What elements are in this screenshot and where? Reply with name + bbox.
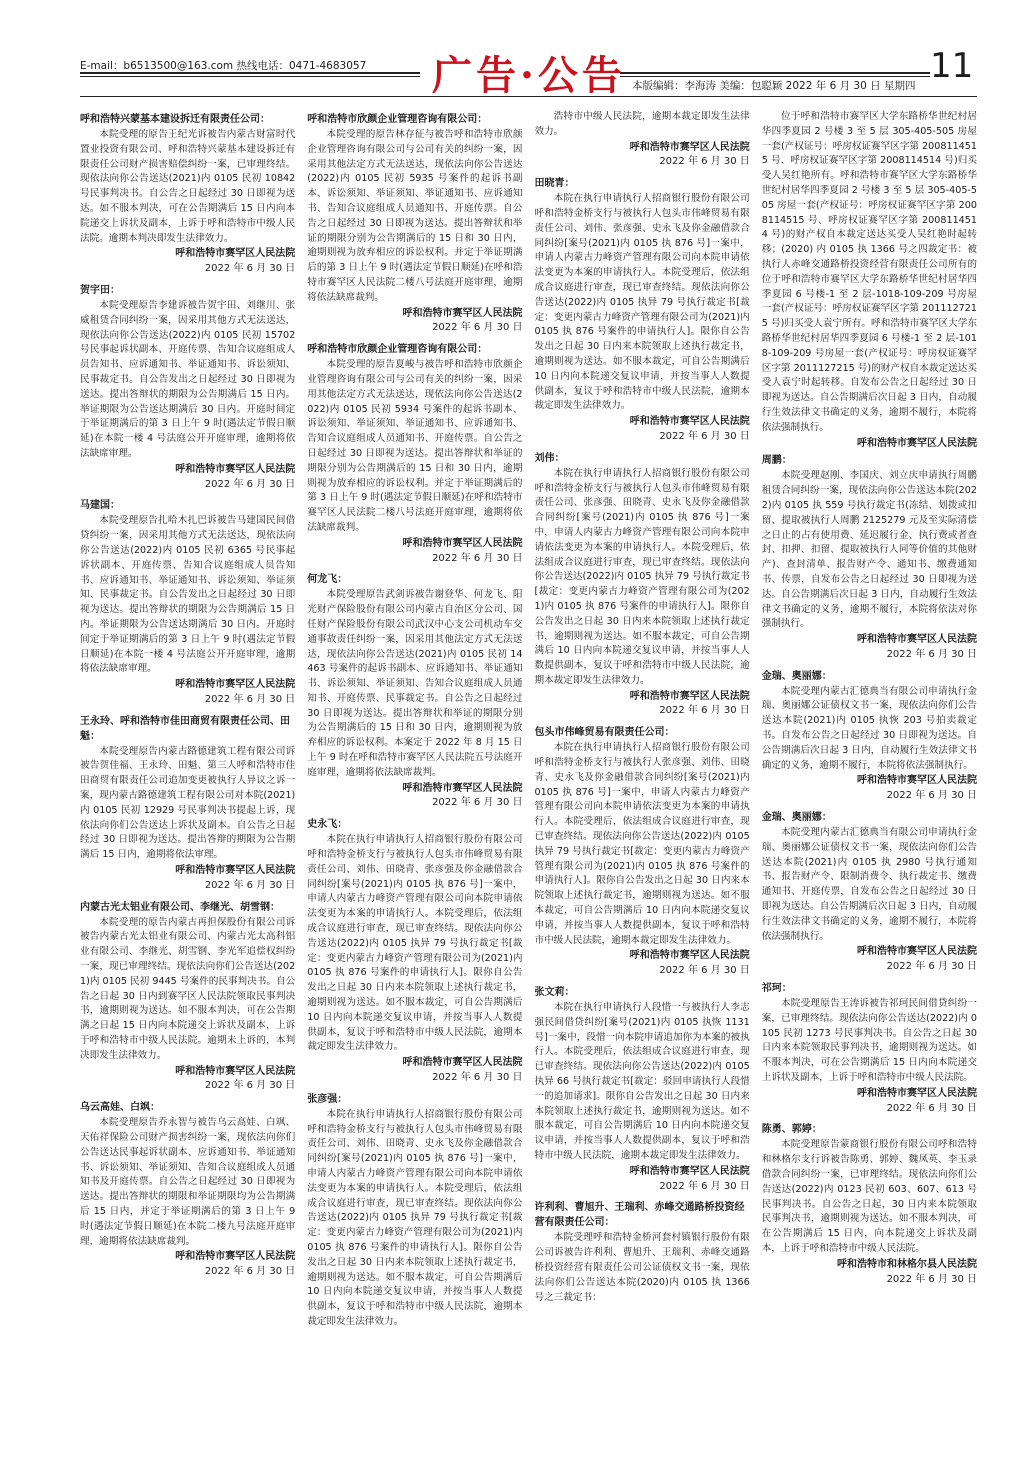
notice-body: 本院在执行申请执行人招商银行股份有限公司呼和浩特金桥支行与被执行人张彦强、刘伟、田晓青、史永飞及你金融借款合同纠纷[案号(2021)内 0105 执 876 号]一案中，申请人内蒙古力峰资产管理有限公司向本院申请依法变更为本案的申请执行人。本院受理后，依法组成合议庭进行审查，现已审查终结。现依法向你公告送达(2022)内 0105 执异 79 号执行裁定书[裁定：变更内蒙古力峰资产管理有限公司为(2021)内 0105 执 876 号案件的申请执行人]。限你自公告发出之日起 30 日内来本院领取上述执行裁定书，逾期则视为送达。如不服本裁定，可自公告期满后 10 日内向本院递交复议申请，并按当事人人数提供副本，复议于呼和浩特市中级人民法院，逾期本裁定即发生法律效力。 — [534, 742, 750, 946]
notice-date: 2022 年 6 月 30 日 — [432, 322, 523, 334]
notice-body: 本院受理内蒙古汇德典当有限公司申请执行金瑞、奥丽娜公证债权文书一案，现依法向你们公告送达本院(2021)内 0105 执恢 203 号拍卖裁定书。自发布公告之日起经过 30 日即视为送达。自公告期满后次日起 3 日内，自动履行生效法律文书确定的义务，逾期不履行，本院将依法强制执行。 — [761, 685, 977, 771]
notice-date: 2022 年 6 月 30 日 — [659, 965, 750, 977]
notice-addressee: 内蒙古光太铝业有限公司、李继光、胡雪钢： — [80, 901, 280, 913]
court-notice — [307, 1092, 522, 1330]
column-3 — [535, 110, 750, 1476]
notice-addressee: 金瑞、奥丽娜： — [761, 812, 832, 824]
notice-date: 2022 年 6 月 30 日 — [659, 705, 750, 717]
notice-addressee: 金瑞、奥丽娜： — [761, 670, 832, 682]
court-notice — [307, 112, 522, 336]
court-notice — [80, 1100, 295, 1280]
notice-columns — [80, 110, 977, 1476]
notice-body: 本院受理的原告内蒙古再担保股份有限公司诉被告内蒙古光太铝业有限公司、内蒙古光太高科铝业有限公司、李继光、胡雪钢、李光军追偿权纠纷一案，现已审理终结。现依法向你们公告送达(2021)内 0105 民初 9445 号案件的民事判决书。自公告之日起 30 日内到赛罕区人民法院领取民事判决书，逾期则视为送达。如不服本判决，可在公告期满之日起 15 日内向本院递交上诉状及副本，上诉于呼和浩特市中级人民法院。逾期未上诉的，本判决即发生法律效力。 — [80, 916, 296, 1061]
notice-body: 本院受理原告王涛诉被告祁珂民间借贷纠纷一案，已审理终结。现依法向你公告送达(2022)内 0105 民初 1273 号民事判决书。自公告之日起 30 日内来本院领取民事判决书，逾期则视为送达。如不服本判决，可在公告期满后 15 日内向本院递交上诉状及副本，上诉于呼和浩特市中级人民法院。 — [761, 998, 977, 1084]
court-notice — [80, 900, 295, 1095]
section-title: 广告·公告 — [432, 52, 626, 99]
notice-date: 2022 年 6 月 30 日 — [886, 1102, 977, 1114]
notice-court: 呼和浩特市赛罕区人民法院 — [402, 537, 523, 549]
column-1 — [80, 110, 295, 1476]
notice-court: 呼和浩特市赛罕区人民法院 — [175, 248, 296, 260]
notice-date: 2022 年 6 月 30 日 — [204, 693, 296, 705]
masthead — [0, 0, 1024, 100]
notice-court: 呼和浩特市赛罕区人民法院 — [175, 679, 296, 691]
notice-addressee: 张彦强： — [307, 1093, 348, 1105]
court-notice — [535, 1200, 750, 1305]
notice-body: 本院在执行申请执行人招商银行股份有限公司呼和浩特金桥支行与被执行人包头市伟峰贸易有限责任公司、张彦强、田晓青、史永飞及你金融借款合同纠纷[案号(2021)内 0105 执 876 号]一案中，申请人内蒙古力峰资产管理有限公司向本院申请依法变更为本案的申请执行人。本院受理后，依法组成合议庭进行审查，现已审查终结。现依法向你公告送达(2022)内 0105 执异 79 号执行裁定书[裁定：变更内蒙古力峰资产管理有限公司为(2021)内 0105 执 876 号案件的申请执行人]。限你自公告发出之日起 30 日内来本院领取上述执行裁定书，逾期则视为送达。如不服本裁定，可自公告期满后 10 日内向本院递交复议申请，并按当事人人数提供副本，复议于呼和浩特市中级人民法院，逾期本裁定即发生法律效力。 — [534, 467, 750, 686]
notice-body: 本院受理赵刚、李国庆、刘立庆申请执行周鹏租赁合同纠纷一案，现依法向你公告送达本院(2022)内 0105 执 559 号执行裁定书(冻结、划拨或扣留、提取被执行人周鹏 2125279 元及至实际清偿之日止的占有使用费、延迟履行金、执行费或者查封、扣押、扣留、提取被执行人同等价值的其他财产)、查封清单、报告财产令、通知书、缴费通知书、传票，自发布公告之日起经过 30 日即视为送达。自公告期满后次日起 3 日内，自动履行生效法律文书确定的义务，逾期不履行，本院将依法对你强制执行。 — [761, 470, 977, 630]
notice-court: 呼和浩特市和林格尔县人民法院 — [837, 1258, 977, 1270]
editor-line: 本版编辑：李海涛 美编：包聪颖 2022 年 6 月 30 日 星期四 — [632, 80, 916, 92]
notice-court: 呼和浩特市赛罕区人民法院 — [402, 1057, 523, 1069]
notice-body: 本院在执行申请执行人招商银行股份有限公司呼和浩特金桥支行与被执行人包头市伟峰贸易有限责任公司、刘伟、田晓青、史永飞及你金融借款合同纠纷[案号(2021)内 0105 执 876 号]一案中，申请人内蒙古力峰资产管理有限公司向本院申请依法变更为本案的申请执行人。本院受理后，依法组成合议庭进行审查，现已审查终结。现依法向你公告送达(2022)内 0105 执异 79 号执行裁定书[裁定：变更内蒙古力峰资产管理有限公司为(2021)内 0105 执 876 号案件的申请执行人]。限你自公告发出之日起 30 日内来本院领取上述执行裁定书，逾期则视为送达。如不服本裁定，可自公告期满后 10 日内向本院递交复议申请，并按当事人人数提供副本，复议于呼和浩特市中级人民法院，逾期本裁定即发生法律效力。 — [307, 1108, 523, 1327]
notice-addressee: 刘伟： — [534, 452, 565, 464]
column-4 — [762, 110, 977, 1476]
notice-date: 2022 年 6 月 30 日 — [204, 1266, 296, 1278]
notice-court: 呼和浩特市赛罕区人民法院 — [857, 775, 977, 787]
notice-date: 2022 年 6 月 30 日 — [659, 430, 750, 442]
court-notice — [307, 342, 522, 566]
notice-date: 2022 年 6 月 30 日 — [432, 797, 523, 809]
court-notice — [762, 810, 977, 975]
notice-court: 呼和浩特市赛罕区人民法院 — [629, 416, 750, 428]
notice-body: 本院受理原告扎哈木扎巴诉被告马建国民间借贷纠纷一案，因采用其他方式无法送达，现依法向你公告送达(2022)内 0105 民初 6365 号民事起诉状副本、开庭传票、告知合议庭组成人员告知书、应诉通知书、举证通知书、诉讼须知、举证须知、民事裁定书。自公告发出之日起经过 30 日即视为送达。提出答辩状的期限为公告期满后 15 日内。举证期限为公告送达期满后 30 日内。开庭时间定于举证期满后的第 3 日上午 9 时(遇法定节假日顺延)在本院一楼 4 号法庭公开开庭审理，逾期将依法缺席审理。 — [80, 515, 296, 675]
notice-date: 2022 年 6 月 30 日 — [204, 1080, 296, 1092]
notice-court: 呼和浩特市赛罕区人民法院 — [175, 865, 296, 877]
notice-court: 呼和浩特市赛罕区人民法院 — [629, 690, 750, 702]
court-notice — [762, 669, 977, 804]
notice-court: 呼和浩特市赛罕区人民法院 — [175, 1065, 296, 1077]
notice-court: 呼和浩特市赛罕区人民法院 — [629, 141, 750, 153]
notice-addressee: 呼和浩特市欣颜企业管理咨询有限公司： — [307, 344, 488, 356]
court-notice — [80, 112, 295, 277]
top-rule-right — [620, 72, 930, 74]
notice-date: 2022 年 6 月 30 日 — [886, 790, 977, 802]
notice-date: 2022 年 6 月 30 日 — [432, 1072, 523, 1084]
notice-court: 呼和浩特市赛罕区人民法院 — [857, 1087, 977, 1099]
notice-body: 本院受理呼和浩特金桥河套村镇银行股份有限公司诉被告许利利、曹旭升、王瑞利、赤峰交通路桥投资经营有限责任公司公证债权文书一案，现依法向你们公告送达本院(2020)内 0105 执 1366 号之三裁定书： — [534, 1232, 750, 1303]
notice-addressee: 史永飞： — [307, 819, 348, 831]
notice-date: 2022 年 6 月 30 日 — [886, 648, 977, 660]
notice-body: 浩特市中级人民法院，逾期本裁定即发生法律效力。 — [534, 111, 750, 137]
notice-addressee: 周鹏： — [761, 455, 792, 467]
notice-date: 2022 年 6 月 30 日 — [432, 552, 523, 564]
notice-court: 呼和浩特市赛罕区人民法院 — [629, 950, 750, 962]
notice-court: 呼和浩特市赛罕区人民法院 — [175, 1251, 296, 1263]
court-notice — [535, 985, 750, 1194]
notice-body: 位于呼和浩特市赛罕区大学东路桥华世纪村居华四季夏园 2 号楼 3 至 5 层 305-405-505 房屋一套(产权证号：呼房权证赛罕区字第 2008114515 号、呼房权证赛罕区字第 2008114514 号)归买受人吴红艳所有。呼和浩特市赛罕区大学东路桥华世纪村居华四季夏园 2 号楼 3 至 5 层 305-405-505 房屋一套(产权证号：呼房权证赛罕区字第 2008114515 号、呼房权证赛罕区字第 2008114514 号)的财产权自本裁定送达买受人吴红艳时起转移；(2020) 内 0105 执 1366 号之四裁定书：被执行人赤峰交通路桥投资经营有限责任公司所有的位于呼和浩特市赛罕区大学东路桥华世纪村居华四季夏园 6 号楼-1 至 2 层-1018-109-209 号房屋一套(产权证号：呼房权证赛罕区字第 2011127215 号)归买受人袁宁所有。呼和浩特市赛罕区大学东路桥华世纪村居华四季夏园 6 号楼-1 至 2 层-1018-109-209 号房屋一套(产权证号：呼房权证赛罕区字第 2011127215 号)的财产权自本裁定送达买受人袁宁时起转移。自发布公告之日起经过 30 日即视为送达。自公告期满后次日起 3 日内，自动履行生效法律文书确定的义务，逾期不履行，本院将依法强制执行。 — [761, 111, 977, 433]
contact-line: E-mail：b6513500@163.com 热线电话：0471-4683057 — [80, 60, 367, 72]
court-notice — [80, 498, 295, 707]
notice-court: 呼和浩特市赛罕区人民法院 — [402, 307, 523, 319]
notice-date: 2022 年 6 月 30 日 — [886, 961, 977, 973]
court-notice — [762, 453, 977, 662]
notice-court: 呼和浩特市赛罕区人民法院 — [402, 782, 523, 794]
court-notice — [307, 817, 522, 1086]
notice-addressee: 马建国： — [80, 500, 120, 512]
notice-body: 本院受理原告蒙商银行股份有限公司呼和浩特和林格尔支行诉被告陈勇、郭婷、魏凤英、李玉录借款合同纠纷一案，已审理终结。现依法向你们公告送达(2022)内 0123 民初 603、607、613 号民事判决书。自公告之日起，30 日内来本院领取民事判决书，逾期则视为送达。如不服本判决，可在公告期满后 15 日内，向本院递交上诉状及副本，上诉于呼和浩特市中级人民法院。 — [761, 1139, 977, 1254]
notice-body: 本院在执行申请执行人招商银行股份有限公司呼和浩特金桥支行与被执行人包头市伟峰贸易有限责任公司、刘伟、张彦强、史永飞及你金融借款合同纠纷[案号(2021)内 0105 执 876 号]一案中，申请人内蒙古力峰资产管理有限公司向本院申请依法变更为本案的申请执行人。本院受理后，依法组成合议庭进行审查，现已审查终结。现依法向你公告送达(2022)内 0105 执异 79 号执行裁定书[裁定：变更内蒙古力峰资产管理有限公司为(2021)内 0105 执 876 号案件的申请执行人]。限你自公告发出之日起 30 日内来本院领取上述执行裁定书，逾期则视为送达。如不服本裁定，可自公告期满后 10 日内向本院递交复议申请，并按当事人人数提供副本，复议于呼和浩特市中级人民法院，逾期本裁定即发生法律效力。 — [534, 193, 750, 412]
court-notice — [535, 176, 750, 445]
notice-date: 2022 年 6 月 30 日 — [659, 156, 750, 168]
court-notice — [762, 110, 977, 451]
notice-addressee: 田晓青： — [534, 178, 575, 190]
page-number: 11 — [930, 46, 974, 86]
notice-court: 呼和浩特市赛罕区人民法院 — [857, 634, 977, 646]
notice-addressee: 乌云高娃、白飒： — [80, 1102, 160, 1114]
notice-addressee: 包头市伟峰贸易有限责任公司： — [534, 727, 675, 739]
notice-date: 2022 年 6 月 30 日 — [659, 1180, 750, 1192]
court-notice — [535, 725, 750, 979]
court-notice — [535, 451, 750, 720]
notice-body: 本院受理原告武剑诉被告谢登华、何龙飞、阳光财产保险股份有限公司内蒙古自治区分公司、国任财产保险股份有限公司武汉中心支公司机动车交通事故责任纠纷一案，因采用其他法定方式无法送达，现依法向你公告送达(2021)内 0105 民初 14463 号案件的起诉书副本、应诉通知书、举证通知书、诉讼须知、举证须知、告知合议庭组成人员通知书、开庭传票、民事裁定书。自公告之日起经过 30 日即视为送达。提出答辩状和举证的期限分别为公告期满后的 15 日和 30 日内，逾期则视为放弃相应的诉讼权利。本案定于 2022 年 8 月 15 日上午 9 时在呼和浩特市赛罕区人民法院五号法庭开庭审理，逾期将依法缺席裁判。 — [307, 589, 523, 778]
notice-addressee: 许利利、曹旭升、王瑞利、赤峰交通路桥投资经营有限责任公司： — [534, 1202, 745, 1229]
notice-addressee: 呼和浩特市欣颜企业管理咨询有限公司： — [307, 114, 488, 125]
notice-addressee: 贺宇田： — [80, 284, 120, 296]
notice-body: 本院受理的原告夏峻与被告呼和浩特市欣颜企业管理咨询有限公司与公司有关的纠纷一案，因采用其他法定方式无法送达，现依法向你公告送达(2022)内 0105 民初 5934 号案件的起诉书副本、诉讼须知、举证须知、举证通知书、应诉通知书、告知合议庭组成人员通知书、开庭传票。自公告之日起经过 30 日即视为送达。提出答辩状和举证的期限分别为公告期满后的 15 日和 30 日内，逾期则视为放弃相应的诉讼权利。并定于举证期满后的第 3 日上午 9 时(遇法定节假日顺延)在呼和浩特市赛罕区人民法院二楼八号法庭开庭审理，逾期将依法缺席裁判。 — [307, 359, 523, 533]
notice-court: 呼和浩特市赛罕区人民法院 — [629, 1165, 750, 1177]
notice-body: 本院受理原告乔永智与被告乌云高娃、白飒、天佑祥保险公司财产损害纠纷一案，现依法向你们公告送达民事起诉状副本、应诉通知书、举证通知书、诉讼须知、举证须知、告知合议庭组成人员通知书及开庭传票。自公告之日起经过 30 日即视为送达。提出答辩状的期限和举证期限均为公告期满后 15 日内，并定于举证期满后的第 3 日上午 9 时(遇法定节假日顺延)在本院二楼九号法庭开庭审理，逾期将依法缺席裁判。 — [80, 1117, 296, 1247]
notice-addressee: 张文莉： — [534, 987, 575, 999]
court-notice — [535, 110, 750, 170]
notice-body: 本院在执行申请执行人段惜一与被执行人李志强民间借贷纠纷[案号(2021)内 0105 执恢 1131 号]一案中，段惜一向本院申请追加你为本案的被执行人。本院受理后，依法组成合议庭进行审查，现已审查终结。现依法向你公告送达(2022)内 0105 执异 66 号执行裁定书[裁定：驳回申请执行人段惜一的追加请求]。限你自公告发出之日起 30 日内来本院领取上述执行裁定书，逾期则视为送达。如不服本裁定，可自公告期满后 10 日内向本院递交复议申请，并按当事人人数提供副本，复议于呼和浩特市中级人民法院，逾期本裁定即发生法律效力。 — [534, 1002, 750, 1161]
court-notice — [762, 1122, 977, 1287]
masthead-bottom-rule — [80, 96, 977, 97]
notice-date: 2022 年 6 月 30 日 — [886, 1273, 977, 1285]
notice-date: 2022 年 6 月 30 日 — [204, 263, 296, 275]
notice-court: 呼和浩特市赛罕区人民法院 — [175, 463, 296, 475]
court-notice — [80, 283, 295, 492]
notice-addressee: 祁珂： — [761, 983, 792, 995]
notice-date: 2022 年 6 月 30 日 — [204, 879, 296, 891]
notice-body: 本院在执行申请执行人招商银行股份有限公司呼和浩特金桥支行与被执行人包头市伟峰贸易有限责任公司、刘伟、田晓青、张彦强及你金融借款合同纠纷[案号(2021)内 0105 执 876 号]一案中，申请人内蒙古力峰资产管理有限公司向本院申请依法变更为本案的申请执行人。本院受理后，依法组成合议庭进行审查，现已审查终结。现依法向你公告送达(2022)内 0105 执异 79 号执行裁定书[裁定：变更内蒙古力峰资产管理有限公司为(2021)内 0105 执 876 号案件的申请执行人]。限你自公告发出之日起 30 日内来本院领取上述执行裁定书，逾期则视为送达。如不服本裁定，可自公告期满后 10 日内向本院递交复议申请，并按当事人人数提供副本，复议于呼和浩特市中级人民法院，逾期本裁定即发生法律效力。 — [307, 834, 523, 1053]
top-rule-left-thin — [80, 76, 420, 77]
notice-body: 本院受理的原告林存征与被告呼和浩特市欣颜企业管理咨询有限公司与公司有关的纠纷一案，因采用其他法定方式无法送达，现依法向你公告送达(2022)内 0105 民初 5935 号案件的起诉书副本、诉讼须知、举证须知、举证通知书、应诉通知书、告知合议庭组成人员通知书、开庭传票。自公告之日起经过 30 日即视为送达。提出答辩状和举证的期限分别为公告期满后的 15 日和 30 日内，逾期则视为放弃相应的诉讼权利。并定于举证期满后的第 3 日上午 9 时(遇法定节假日顺延)在呼和浩特市赛罕区人民法院二楼八号法庭开庭审理，逾期将依法缺席裁判。 — [307, 129, 523, 303]
notice-addressee: 呼和浩特兴蒙基本建设拆迁有限责任公司： — [80, 114, 270, 125]
notice-addressee: 王永玲、呼和浩特市佳田商贸有限责任公司、田魁： — [80, 715, 290, 742]
notice-body: 本院受理原告李建诉被告贺宇田、刘继川、张威租赁合同纠纷一案，因采用其他方式无法送达，现依法向你公告送达(2022)内 0105 民初 15702 号民事起诉状副本、开庭传票、告知合议庭组成人员告知书、应诉通知书、举证通知书、诉讼须知、民事裁定书。自公告发出之日起经过 30 日即视为送达。提出答辩状的期限为公告期满后 15 日内。举证期限为公告送达期满后 30 日内。开庭时间定于举证期满后的第 3 日上午 9 时(遇法定节假日顺延)在本院一楼 4 号法庭公开开庭审理，逾期将依法缺席审理。 — [80, 299, 296, 459]
court-notice — [80, 714, 295, 894]
top-rule-right-thin — [620, 76, 930, 77]
notice-body: 本院受理内蒙古汇德典当有限公司申请执行金瑞、奥丽娜公证债权文书一案，现依法向你们公告送达本院(2021)内 0105 执 2980 号执行通知书、报告财产令、限制消费令、执行裁定书、缴费通知书、开庭传票，自发布公告之日起经过 30 日即视为送达。自公告期满后次日起 3 日内，自动履行生效法律文书确定的义务，逾期不履行，本院将依法强制执行。 — [761, 827, 977, 942]
column-2 — [307, 110, 522, 1476]
notice-body: 本院受理的原告王纪光诉被告内蒙古财富时代置业投资有限公司、呼和浩特兴蒙基本建设拆迁有限责任公司财产损害赔偿纠纷一案，已审理终结。现依法向你公告送达(2021)内 0105 民初 10842 号民事判决书。自公告之日起经过 30 日即视为送达。如不服本判决，可在公告期满后 15 日内向本院递交上诉状及副本，上诉于呼和浩特市中级人民法院。逾期本判决即发生法律效力。 — [80, 129, 296, 244]
notice-court: 呼和浩特市赛罕区人民法院 — [857, 437, 977, 449]
notice-body: 本院受理原告内蒙古路德建筑工程有限公司诉被告贺佳福、王永玲、田魁、第三人呼和浩特市佳田商贸有限责任公司追加变更被执行人异议之诉一案，现内蒙古路德建筑工程有限公司对本院(2021)内 0105 民初 12929 号民事判决书提起上诉，现依法向你们公告送达上诉状及副本。自公告之日起经过 30 日即视为送达。提出答辩的期限为公告期满后 15 日内，逾期将依法审理。 — [80, 745, 296, 861]
court-notice — [762, 981, 977, 1116]
notice-court: 呼和浩特市赛罕区人民法院 — [857, 946, 977, 958]
court-notice — [307, 572, 522, 811]
notice-date: 2022 年 6 月 30 日 — [204, 478, 296, 490]
notice-addressee: 陈勇、郭婷： — [761, 1124, 822, 1136]
notice-addressee: 何龙飞： — [307, 574, 348, 586]
